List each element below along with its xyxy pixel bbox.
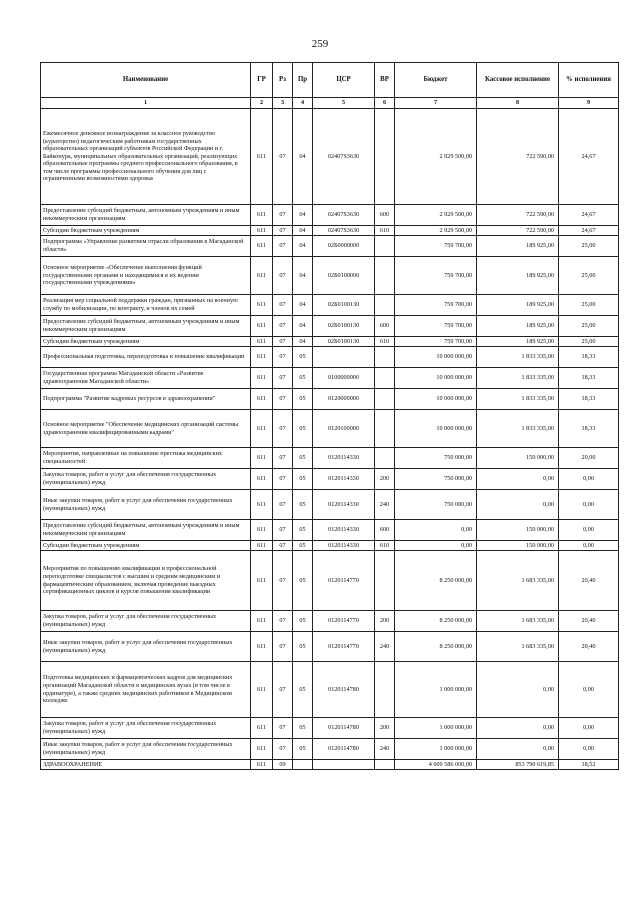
table-row [41, 347, 619, 368]
row-gr: 611 [251, 410, 273, 448]
row-vr [375, 368, 395, 389]
row-percent: 0,00 [559, 541, 619, 551]
row-gr: 611 [251, 347, 273, 368]
row-vr: 240 [375, 632, 395, 662]
row-execution: 189 925,00 [477, 316, 559, 337]
row-execution: 722 590,00 [477, 226, 559, 236]
row-name: Иные закупки товаров, работ и услуг для обеспечения государственных (муниципальных) нужд [41, 632, 251, 662]
row-csr: 02Б0100000 [313, 257, 375, 295]
row-gr: 611 [251, 520, 273, 541]
row-pr: 05 [293, 469, 313, 490]
row-budget: 759 700,00 [395, 337, 477, 347]
table-row [41, 410, 619, 448]
row-gr: 611 [251, 226, 273, 236]
row-pr: 04 [293, 236, 313, 257]
row-execution: 189 925,00 [477, 295, 559, 316]
row-gr: 611 [251, 337, 273, 347]
row-gr: 611 [251, 236, 273, 257]
row-name: Субсидии бюджетным учреждениям [41, 541, 251, 551]
row-pr: 05 [293, 611, 313, 632]
row-rz: 07 [273, 337, 293, 347]
row-rz: 07 [273, 389, 293, 410]
row-name: Ежемесячное денежное вознаграждение за классное руководство (кураторство) педагогическим работникам государственных образовательных организаций субъектов Российской Федерации и г. Байконура, муниципальных образовательных организаций, реализующих образовательные программы среднего профессионального образования, в том числе программы профессионального обучения для лиц с ограниченными возможностями здоровья [41, 109, 251, 205]
row-budget: 750 000,00 [395, 469, 477, 490]
row-csr: 0100000000 [313, 368, 375, 389]
row-execution: 189 925,00 [477, 257, 559, 295]
row-pr: 04 [293, 226, 313, 236]
row-pr: 05 [293, 368, 313, 389]
row-rz: 07 [273, 295, 293, 316]
row-percent: 18,33 [559, 410, 619, 448]
row-name: ЗДРАВООХРАНЕНИЕ [41, 760, 251, 770]
row-rz: 07 [273, 226, 293, 236]
row-vr: 200 [375, 469, 395, 490]
table-row [41, 718, 619, 739]
row-rz: 07 [273, 236, 293, 257]
row-pr: 04 [293, 295, 313, 316]
table-row [41, 551, 619, 611]
row-gr: 611 [251, 316, 273, 337]
col-header-budget: Бюджет [395, 63, 477, 98]
row-csr: 0120114330 [313, 541, 375, 551]
row-pr: 05 [293, 410, 313, 448]
row-rz: 09 [273, 760, 293, 770]
row-name: Основное мероприятие "Обеспечение медицинских организаций системы здравоохранения квалифицированными кадрами" [41, 410, 251, 448]
row-vr: 610 [375, 226, 395, 236]
row-vr [375, 551, 395, 611]
column-number: 5 [313, 98, 375, 109]
table-row [41, 295, 619, 316]
row-rz: 07 [273, 347, 293, 368]
table-row [41, 632, 619, 662]
row-name: Подготовка медицинских и фармацевтических кадров для медицинских организаций Магаданской области в медицинских вузах (в том числе в ординатуре), а также средних медицинских работников в Медицинском колледже [41, 662, 251, 718]
row-budget: 8 250 000,00 [395, 551, 477, 611]
row-csr: 0120114330 [313, 448, 375, 469]
row-execution: 1 833 335,00 [477, 389, 559, 410]
row-gr: 611 [251, 541, 273, 551]
row-name: Иные закупки товаров, работ и услуг для обеспечения государственных (муниципальных) нужд [41, 739, 251, 760]
table-row [41, 316, 619, 337]
row-name: Субсидии бюджетным учреждениям [41, 337, 251, 347]
row-pr: 05 [293, 490, 313, 520]
table-row [41, 368, 619, 389]
row-gr: 611 [251, 469, 273, 490]
row-gr: 611 [251, 205, 273, 226]
row-name: Субсидии бюджетным учреждениям [41, 226, 251, 236]
row-execution: 1 833 335,00 [477, 410, 559, 448]
row-percent: 24,67 [559, 226, 619, 236]
row-rz: 07 [273, 662, 293, 718]
row-budget: 759 700,00 [395, 257, 477, 295]
row-pr: 05 [293, 739, 313, 760]
col-header-execution: Кассовое исполнение [477, 63, 559, 98]
table-row [41, 448, 619, 469]
row-pr: 05 [293, 448, 313, 469]
row-budget: 759 700,00 [395, 316, 477, 337]
row-csr: 02Б0000000 [313, 236, 375, 257]
row-pr: 05 [293, 551, 313, 611]
row-gr: 611 [251, 389, 273, 410]
row-csr: 0120114330 [313, 520, 375, 541]
table-row [41, 541, 619, 551]
row-execution: 722 590,00 [477, 109, 559, 205]
row-execution: 0,00 [477, 490, 559, 520]
row-percent: 20,40 [559, 632, 619, 662]
row-budget: 10 000 000,00 [395, 347, 477, 368]
row-gr: 611 [251, 368, 273, 389]
row-vr [375, 662, 395, 718]
row-rz: 07 [273, 410, 293, 448]
row-name: Реализация мер социальной поддержки граждан, призванных на военную службу по мобилизации, по контракту, и членов их семей [41, 295, 251, 316]
row-pr: 05 [293, 718, 313, 739]
row-execution: 1 833 335,00 [477, 368, 559, 389]
row-csr: 0120114330 [313, 490, 375, 520]
row-pr: 04 [293, 316, 313, 337]
row-csr [313, 347, 375, 368]
row-vr: 240 [375, 490, 395, 520]
table-row [41, 205, 619, 226]
row-percent: 25,00 [559, 236, 619, 257]
row-rz: 07 [273, 632, 293, 662]
row-name: Мероприятия по повышению квалификации и профессиональной переподготовке специалистов с высшим и средним медицинским и фармацевтическим образованием, включая проведение выездных сертификационных циклов и курсов повышения квалификации [41, 551, 251, 611]
row-gr: 611 [251, 257, 273, 295]
table-row [41, 109, 619, 205]
row-csr: 0120100000 [313, 410, 375, 448]
row-percent: 25,00 [559, 337, 619, 347]
row-vr [375, 347, 395, 368]
row-budget: 10 000 000,00 [395, 389, 477, 410]
row-rz: 07 [273, 368, 293, 389]
row-percent: 0,00 [559, 520, 619, 541]
col-header-percent: % исполнения [559, 63, 619, 98]
row-csr: 0120114780 [313, 662, 375, 718]
col-header-name: Наименование [41, 63, 251, 98]
row-execution: 0,00 [477, 739, 559, 760]
row-vr [375, 236, 395, 257]
row-execution: 189 925,00 [477, 236, 559, 257]
col-header-csr: ЦСР [313, 63, 375, 98]
row-gr: 611 [251, 739, 273, 760]
row-rz: 07 [273, 469, 293, 490]
row-rz: 07 [273, 611, 293, 632]
row-pr: 04 [293, 337, 313, 347]
row-rz: 07 [273, 109, 293, 205]
row-vr: 600 [375, 205, 395, 226]
row-percent: 0,00 [559, 662, 619, 718]
row-name: Предоставление субсидий бюджетным, автономным учреждениям и иным некоммерческим организациям [41, 316, 251, 337]
row-execution: 150 000,00 [477, 520, 559, 541]
row-budget: 750 000,00 [395, 490, 477, 520]
row-vr [375, 257, 395, 295]
row-percent: 18,52 [559, 760, 619, 770]
row-vr [375, 410, 395, 448]
row-budget: 2 929 500,00 [395, 226, 477, 236]
column-number: 2 [251, 98, 273, 109]
row-name: Иные закупки товаров, работ и услуг для обеспечения государственных (муниципальных) нужд [41, 490, 251, 520]
column-number: 7 [395, 98, 477, 109]
table-row [41, 257, 619, 295]
row-execution: 150 000,00 [477, 448, 559, 469]
row-csr [313, 760, 375, 770]
row-pr: 05 [293, 662, 313, 718]
row-execution: 0,00 [477, 662, 559, 718]
row-gr: 611 [251, 718, 273, 739]
row-name: Профессиональная подготовка, переподготовка и повышение квалификации [41, 347, 251, 368]
row-name: Предоставление субсидий бюджетным, автономным учреждениям и иным некоммерческим организациям [41, 520, 251, 541]
column-number: 6 [375, 98, 395, 109]
row-rz: 07 [273, 448, 293, 469]
row-percent: 20,00 [559, 448, 619, 469]
row-csr: 02407S3630 [313, 205, 375, 226]
row-rz: 07 [273, 520, 293, 541]
row-gr: 611 [251, 662, 273, 718]
page-number: 259 [311, 38, 329, 50]
row-rz: 07 [273, 718, 293, 739]
column-number-row [41, 98, 619, 109]
row-percent: 0,00 [559, 469, 619, 490]
column-number: 1 [41, 98, 251, 109]
row-percent: 25,00 [559, 316, 619, 337]
row-budget: 759 700,00 [395, 295, 477, 316]
table-row [41, 389, 619, 410]
table-row [41, 490, 619, 520]
row-name: Мероприятия, направленные на повышение престижа медицинских специальностей [41, 448, 251, 469]
row-percent: 0,00 [559, 739, 619, 760]
table-row [41, 337, 619, 347]
row-execution: 1 683 335,00 [477, 611, 559, 632]
row-vr [375, 760, 395, 770]
column-number: 8 [477, 98, 559, 109]
row-name: Закупка товаров, работ и услуг для обеспечения государственных (муниципальных) нужд [41, 611, 251, 632]
row-gr: 611 [251, 490, 273, 520]
table-row [41, 226, 619, 236]
row-execution: 722 590,00 [477, 205, 559, 226]
row-name: Закупка товаров, работ и услуг для обеспечения государственных (муниципальных) нужд [41, 718, 251, 739]
row-execution: 1 833 335,00 [477, 347, 559, 368]
row-pr: 05 [293, 520, 313, 541]
row-pr: 04 [293, 109, 313, 205]
row-vr: 200 [375, 611, 395, 632]
row-execution: 150 000,00 [477, 541, 559, 551]
row-csr: 02Б0100130 [313, 316, 375, 337]
row-vr: 610 [375, 337, 395, 347]
row-gr: 611 [251, 611, 273, 632]
row-budget: 1 000 000,00 [395, 718, 477, 739]
row-name: Закупка товаров, работ и услуг для обеспечения государственных (муниципальных) нужд [41, 469, 251, 490]
row-budget: 2 929 500,00 [395, 109, 477, 205]
table-row [41, 760, 619, 770]
row-gr: 611 [251, 109, 273, 205]
table-row [41, 520, 619, 541]
row-rz: 07 [273, 257, 293, 295]
row-budget: 0,00 [395, 541, 477, 551]
row-vr: 240 [375, 739, 395, 760]
row-budget: 8 250 000,00 [395, 632, 477, 662]
row-budget: 8 250 000,00 [395, 611, 477, 632]
row-pr: 05 [293, 541, 313, 551]
row-budget: 10 000 000,00 [395, 368, 477, 389]
row-budget: 0,00 [395, 520, 477, 541]
row-gr: 611 [251, 760, 273, 770]
row-percent: 18,33 [559, 368, 619, 389]
row-name: Государственная программа Магаданской области «Развитие здравоохранения Магаданской области» [41, 368, 251, 389]
row-budget: 750 000,00 [395, 448, 477, 469]
row-percent: 25,00 [559, 295, 619, 316]
row-budget: 1 000 000,00 [395, 739, 477, 760]
row-execution: 853 790 619,85 [477, 760, 559, 770]
row-name: Предоставление субсидий бюджетным, автономным учреждениям и иным некоммерческим организациям [41, 205, 251, 226]
row-execution: 1 683 335,00 [477, 632, 559, 662]
row-csr: 0120000000 [313, 389, 375, 410]
row-budget: 1 000 000,00 [395, 662, 477, 718]
row-vr [375, 448, 395, 469]
row-execution: 0,00 [477, 469, 559, 490]
row-percent: 20,40 [559, 551, 619, 611]
row-pr: 04 [293, 205, 313, 226]
row-vr [375, 109, 395, 205]
row-percent: 24,67 [559, 205, 619, 226]
row-csr: 02Б0100130 [313, 337, 375, 347]
row-vr: 600 [375, 316, 395, 337]
row-percent: 24,67 [559, 109, 619, 205]
row-csr: 02407S3630 [313, 226, 375, 236]
row-budget: 759 700,00 [395, 236, 477, 257]
row-csr: 02407S3630 [313, 109, 375, 205]
row-rz: 07 [273, 316, 293, 337]
col-header-pr: Пр [293, 63, 313, 98]
row-csr: 0120114780 [313, 718, 375, 739]
row-budget: 10 000 000,00 [395, 410, 477, 448]
row-rz: 07 [273, 551, 293, 611]
column-number: 3 [273, 98, 293, 109]
table-row [41, 662, 619, 718]
row-execution: 1 683 335,00 [477, 551, 559, 611]
row-name: Подпрограмма "Развитие кадровых ресурсов в здравоохранении" [41, 389, 251, 410]
row-percent: 18,33 [559, 347, 619, 368]
row-csr: 02Б0100130 [313, 295, 375, 316]
row-pr: 04 [293, 257, 313, 295]
row-percent: 25,00 [559, 257, 619, 295]
row-name: Основное мероприятие «Обеспечение выполнения функций государственными органами и находящимися в их ведении государственными учреждениями» [41, 257, 251, 295]
row-vr [375, 389, 395, 410]
table-row [41, 611, 619, 632]
row-vr: 200 [375, 718, 395, 739]
column-number: 9 [559, 98, 619, 109]
row-csr: 0120114770 [313, 611, 375, 632]
row-gr: 611 [251, 295, 273, 316]
budget-execution-table [40, 62, 619, 770]
table-row [41, 236, 619, 257]
row-rz: 07 [273, 541, 293, 551]
row-percent: 20,40 [559, 611, 619, 632]
table-row [41, 469, 619, 490]
row-execution: 189 925,00 [477, 337, 559, 347]
column-number: 4 [293, 98, 313, 109]
row-csr: 0120114770 [313, 551, 375, 611]
table-row [41, 739, 619, 760]
row-name: Подпрограмма «Управление развитием отрасли образования в Магаданской области» [41, 236, 251, 257]
row-pr: 05 [293, 389, 313, 410]
row-pr [293, 760, 313, 770]
row-vr: 610 [375, 541, 395, 551]
row-percent: 0,00 [559, 490, 619, 520]
col-header-gr: ГР [251, 63, 273, 98]
row-csr: 0120114330 [313, 469, 375, 490]
row-percent: 18,33 [559, 389, 619, 410]
row-rz: 07 [273, 739, 293, 760]
row-execution: 0,00 [477, 718, 559, 739]
row-rz: 07 [273, 205, 293, 226]
row-budget: 2 929 500,00 [395, 205, 477, 226]
row-csr: 0120114780 [313, 739, 375, 760]
row-csr: 0120114770 [313, 632, 375, 662]
row-pr: 05 [293, 347, 313, 368]
row-gr: 611 [251, 551, 273, 611]
row-gr: 611 [251, 632, 273, 662]
row-vr [375, 295, 395, 316]
row-budget: 4 609 586 000,00 [395, 760, 477, 770]
row-rz: 07 [273, 490, 293, 520]
row-percent: 0,00 [559, 718, 619, 739]
col-header-vr: ВР [375, 63, 395, 98]
row-vr: 600 [375, 520, 395, 541]
col-header-rz: Рз [273, 63, 293, 98]
row-gr: 611 [251, 448, 273, 469]
header-row [41, 63, 619, 98]
row-pr: 05 [293, 632, 313, 662]
